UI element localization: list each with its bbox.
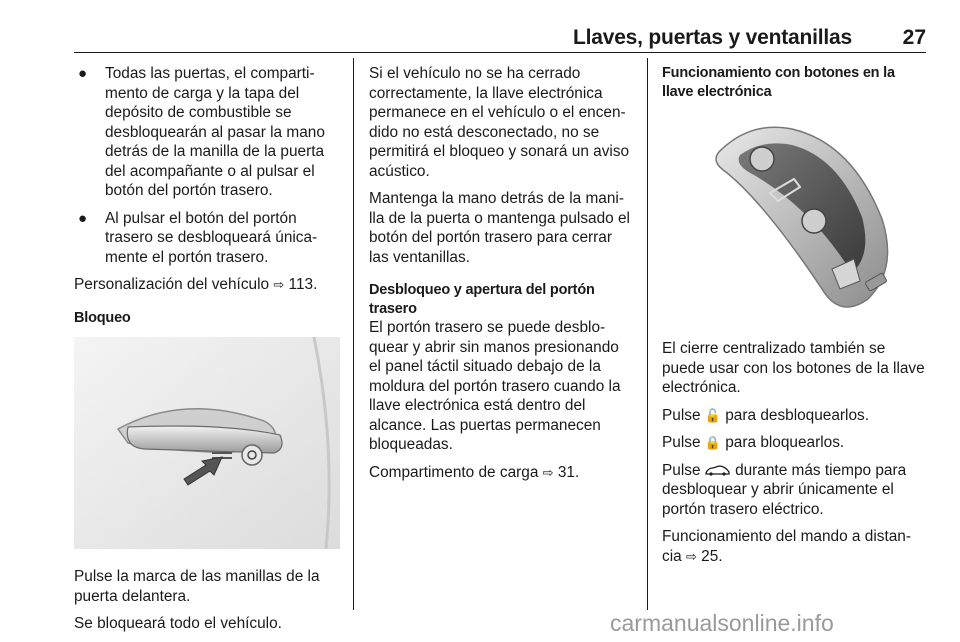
ref-arrow-icon: ⇨	[542, 464, 554, 480]
tailgate-heading: Desbloqueo y apertura del portón trasero	[369, 282, 595, 317]
lock-icon: 🔒	[704, 435, 721, 450]
cargo-line	[369, 463, 633, 483]
windows-paragraph: Mantenga la mano detrás de la mani-lla de la puerta o mantenga pulsado el botón del portón trasero para cerrar las ventanillas.	[369, 190, 630, 266]
column-1	[74, 64, 340, 642]
lock-pre: Pulse	[662, 434, 701, 451]
tailgate-car-icon	[705, 464, 731, 476]
watermark: carmanualsonline.info	[610, 610, 834, 636]
warning-paragraph: Si el vehículo no se ha cerrado correctamente, la llave electrónica permanece en el vehículo o el encen-dido no está desconectado, no se permitirá el bloqueo y sonará un aviso acústico.	[369, 65, 630, 180]
unlock-post: para desbloquearlos.	[725, 406, 869, 424]
ref-arrow-icon: ⇨	[685, 548, 697, 564]
customization-text: Personalización del vehículo	[74, 276, 270, 293]
bullet-item	[74, 209, 340, 268]
cargo-page-link[interactable]: 31.	[557, 463, 580, 481]
bullet-text: Todas las puertas, el comparti-mento de carga y la tapa del depósito de combustible se desbloquearán al pasar la mano detrás de la manilla de la puerta del acompañante o al pulsar el botón del portón trasero.	[105, 65, 325, 199]
remote-page-link[interactable]: 25.	[701, 547, 723, 565]
customization-page-link[interactable]: 113.	[288, 276, 318, 293]
locking-heading: Bloqueo	[74, 309, 131, 326]
locking-result: Se bloqueará todo el vehículo.	[74, 615, 282, 632]
lock-post: para bloquearlos.	[725, 434, 845, 451]
bullet-item	[74, 64, 340, 201]
section-title: Llaves, puertas y ventanillas	[572, 26, 852, 49]
unlock-icon: 🔓	[704, 407, 721, 423]
electronic-key-illustration	[662, 109, 926, 321]
tail-post: durante más tiempo para desbloquear y abrir únicamente el portón trasero eléctrico.	[662, 461, 907, 518]
tailgate-instruction	[662, 461, 926, 520]
central-locking-paragraph: El cierre centralizado también se puede usar con los botones de la llave electrónica.	[662, 340, 925, 396]
column-divider-2	[647, 58, 648, 610]
page-header	[74, 24, 926, 50]
door-handle-illustration	[74, 337, 340, 549]
bullet-dot: ●	[78, 65, 88, 82]
column-divider-1	[353, 58, 354, 610]
key-buttons-heading: Funcionamiento con botones en la llave electrónica	[662, 65, 895, 100]
lock-instruction	[662, 433, 926, 453]
bullet-dot: ●	[78, 209, 88, 227]
locking-caption: Pulse la marca de las manillas de la puerta delantera.	[74, 568, 320, 605]
column-3	[662, 64, 926, 574]
bullet-text: Al pulsar el botón del portón trasero se desbloqueará única-mente el portón trasero.	[105, 209, 318, 266]
unlock-instruction	[662, 406, 926, 426]
ref-arrow-icon: ⇨	[273, 277, 285, 292]
remote-text: Funcionamiento del mando a distan-cia	[662, 528, 911, 565]
door-handle-image	[74, 337, 340, 549]
cargo-text: Compartimento de carga	[369, 463, 539, 481]
header-divider	[74, 52, 926, 53]
unlock-pre: Pulse	[662, 406, 701, 424]
column-2	[369, 64, 633, 490]
customization-line	[74, 275, 340, 295]
remote-line	[662, 527, 926, 566]
tail-pre: Pulse	[662, 461, 701, 479]
page-number: 27	[902, 26, 926, 49]
electronic-key-image	[662, 109, 926, 321]
tailgate-paragraph: El portón trasero se puede desblo-quear y abrir sin manos presionando el panel táctil situado debajo de la moldura del portón trasero cuando la llave electrónica está dentro del alcance. Las puertas permanecen bloqueadas.	[369, 319, 621, 453]
